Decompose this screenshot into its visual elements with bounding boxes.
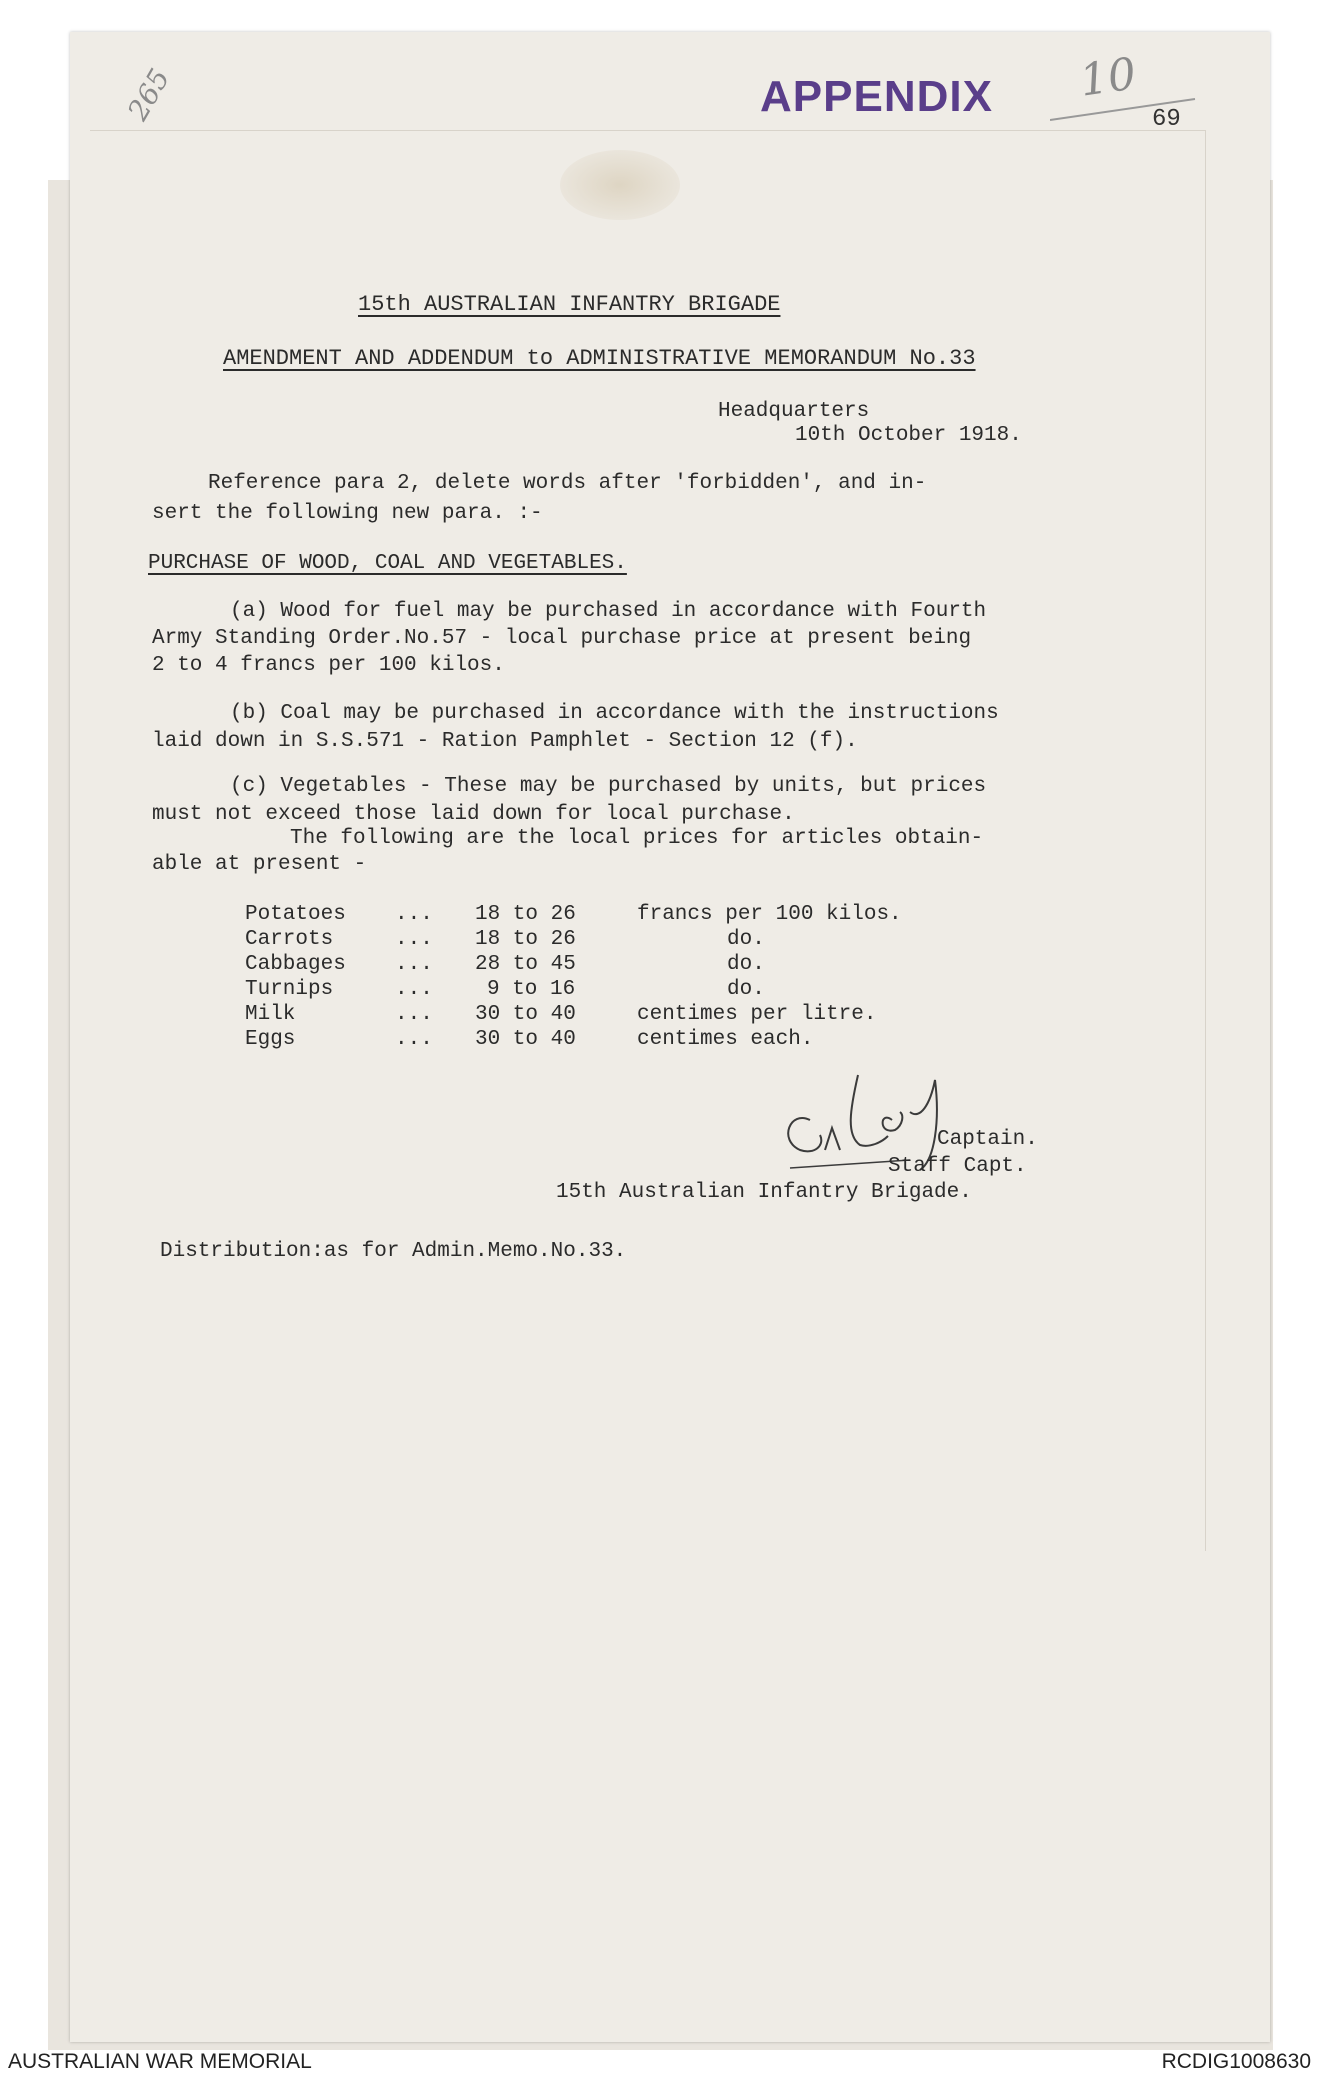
price-leader: ... xyxy=(395,1003,433,1026)
location: Headquarters xyxy=(718,400,870,423)
date: 10th October 1918. xyxy=(795,424,1022,447)
price-leader: ... xyxy=(395,953,433,976)
table-row xyxy=(245,952,902,977)
price-unit: francs per 100 kilos. xyxy=(637,903,902,926)
price-unit: do. xyxy=(727,978,765,1001)
price-unit: do. xyxy=(727,928,765,951)
table-row xyxy=(245,1027,902,1052)
intro-line-2: sert the following new para. :- xyxy=(152,502,543,525)
para-a-line-2: Army Standing Order.No.57 - local purchase price at present being xyxy=(152,627,972,650)
table-row xyxy=(245,902,902,927)
stain xyxy=(560,150,680,220)
price-range: 9 to 16 xyxy=(487,978,576,1001)
price-range: 18 to 26 xyxy=(475,903,576,926)
price-leader: ... xyxy=(395,1028,433,1051)
para-b-line-2: laid down in S.S.571 - Ration Pamphlet - Section 12 (f). xyxy=(152,730,858,753)
price-unit: centimes per litre. xyxy=(637,1003,877,1026)
price-leader: ... xyxy=(395,928,433,951)
signature-role: Staff Capt. xyxy=(888,1155,1027,1178)
page-number: 69 xyxy=(1152,106,1181,133)
table-row xyxy=(245,1002,902,1027)
para-a-line-1: (a) Wood for fuel may be purchased in accordance with Fourth xyxy=(230,600,987,623)
price-item: Turnips xyxy=(245,978,334,1001)
price-table xyxy=(245,902,902,1052)
price-leader: ... xyxy=(395,903,433,926)
price-range: 30 to 40 xyxy=(475,1028,576,1051)
para-c-line-1: (c) Vegetables - These may be purchased by units, but prices xyxy=(230,775,987,798)
price-leader: ... xyxy=(395,978,433,1001)
price-item: Cabbages xyxy=(245,953,346,976)
para-a-line-3: 2 to 4 francs per 100 kilos. xyxy=(152,654,505,677)
price-range: 28 to 45 xyxy=(475,953,576,976)
signature-unit: 15th Australian Infantry Brigade. xyxy=(556,1181,972,1204)
price-item: Carrots xyxy=(245,928,334,951)
signature-rank: Captain. xyxy=(937,1128,1038,1151)
section-heading: PURCHASE OF WOOD, COAL AND VEGETABLES. xyxy=(148,552,627,575)
memo-title: AMENDMENT AND ADDENDUM to ADMINISTRATIVE MEMORANDUM No.33 xyxy=(223,346,976,371)
appendix-stamp: APPENDIX xyxy=(760,72,993,121)
footer-record-id: RCDIG1008630 xyxy=(1161,2050,1311,2073)
table-row xyxy=(245,927,902,952)
price-unit: centimes each. xyxy=(637,1028,814,1051)
price-range: 18 to 26 xyxy=(475,928,576,951)
pencil-page-mark: 10 xyxy=(1076,48,1140,107)
para-c-line-2: must not exceed those laid down for local purchase. xyxy=(152,803,795,826)
price-item: Eggs xyxy=(245,1028,296,1051)
distribution-line: Distribution:as for Admin.Memo.No.33. xyxy=(160,1240,627,1263)
table-row xyxy=(245,977,902,1002)
para-c-line-3: The following are the local prices for articles obtain- xyxy=(290,827,984,850)
intro-line-1: Reference para 2, delete words after 'forbidden', and in- xyxy=(208,472,927,495)
footer-archive-name: AUSTRALIAN WAR MEMORIAL xyxy=(8,2050,312,2073)
para-c-line-4: able at present - xyxy=(152,853,367,876)
para-b-line-1: (b) Coal may be purchased in accordance with the instructions xyxy=(230,702,999,725)
price-item: Milk xyxy=(245,1003,296,1026)
pencil-folio-number: 265 xyxy=(121,63,177,126)
price-range: 30 to 40 xyxy=(475,1003,576,1026)
unit-heading: 15th AUSTRALIAN INFANTRY BRIGADE xyxy=(358,292,781,317)
price-unit: do. xyxy=(727,953,765,976)
price-item: Potatoes xyxy=(245,903,346,926)
